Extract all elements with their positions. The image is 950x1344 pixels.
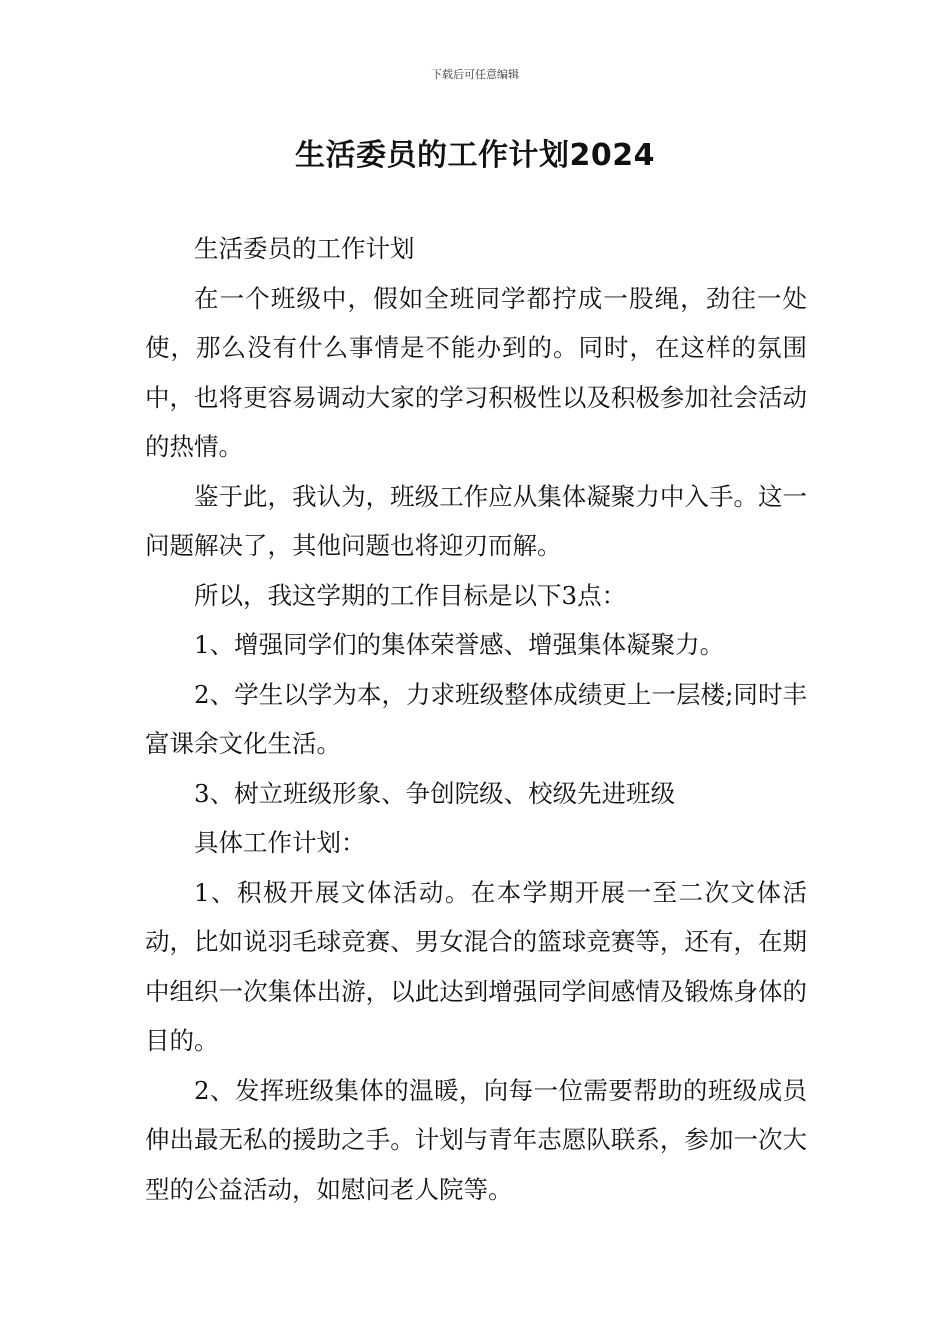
paragraph-goal-2: 2、学生以学为本，力求班级整体成绩更上一层楼;同时丰富课余文化生活。	[145, 679, 807, 758]
paragraph-subtitle: 生活委员的工作计划	[194, 234, 415, 263]
paragraph-plan-heading: 具体工作计划：	[194, 828, 366, 857]
paragraph-goals-heading: 所以，我这学期的工作目标是以下3点：	[194, 580, 627, 610]
paragraph-goal-3: 3、树立班级形象、争创院级、校级先进班级	[194, 778, 676, 808]
document-title: 生活委员的工作计划2024	[295, 138, 655, 173]
paragraph-plan-2: 2、发挥班级集体的温暖，向每一位需要帮助的班级成员伸出最无私的援助之手。计划与青年志愿队联系，参加一次大型的公益活动，如慰问老人院等。	[145, 1075, 807, 1204]
paragraph-approach: 鉴于此，我认为，班级工作应从集体凝聚力中入手。这一问题解决了，其他问题也将迎刃而解。	[145, 481, 807, 560]
header-note: 下载后可任意编辑	[431, 68, 519, 81]
document-body	[145, 224, 807, 1214]
paragraph-intro: 在一个班级中，假如全班同学都拧成一股绳，劲往一处使，那么没有什么事情是不能办到的。同时，在这样的氛围中，也将更容易调动大家的学习积极性以及积极参加社会活动的热情。	[145, 283, 807, 461]
paragraph-plan-1: 1、积极开展文体活动。在本学期开展一至二次文体活动，比如说羽毛球竞赛、男女混合的篮球竞赛等，还有，在期中组织一次集体出游，以此达到增强同学间感情及锻炼身体的目的。	[145, 877, 807, 1055]
paragraph-goal-1: 1、增强同学们的集体荣誉感、增强集体凝聚力。	[194, 630, 725, 659]
